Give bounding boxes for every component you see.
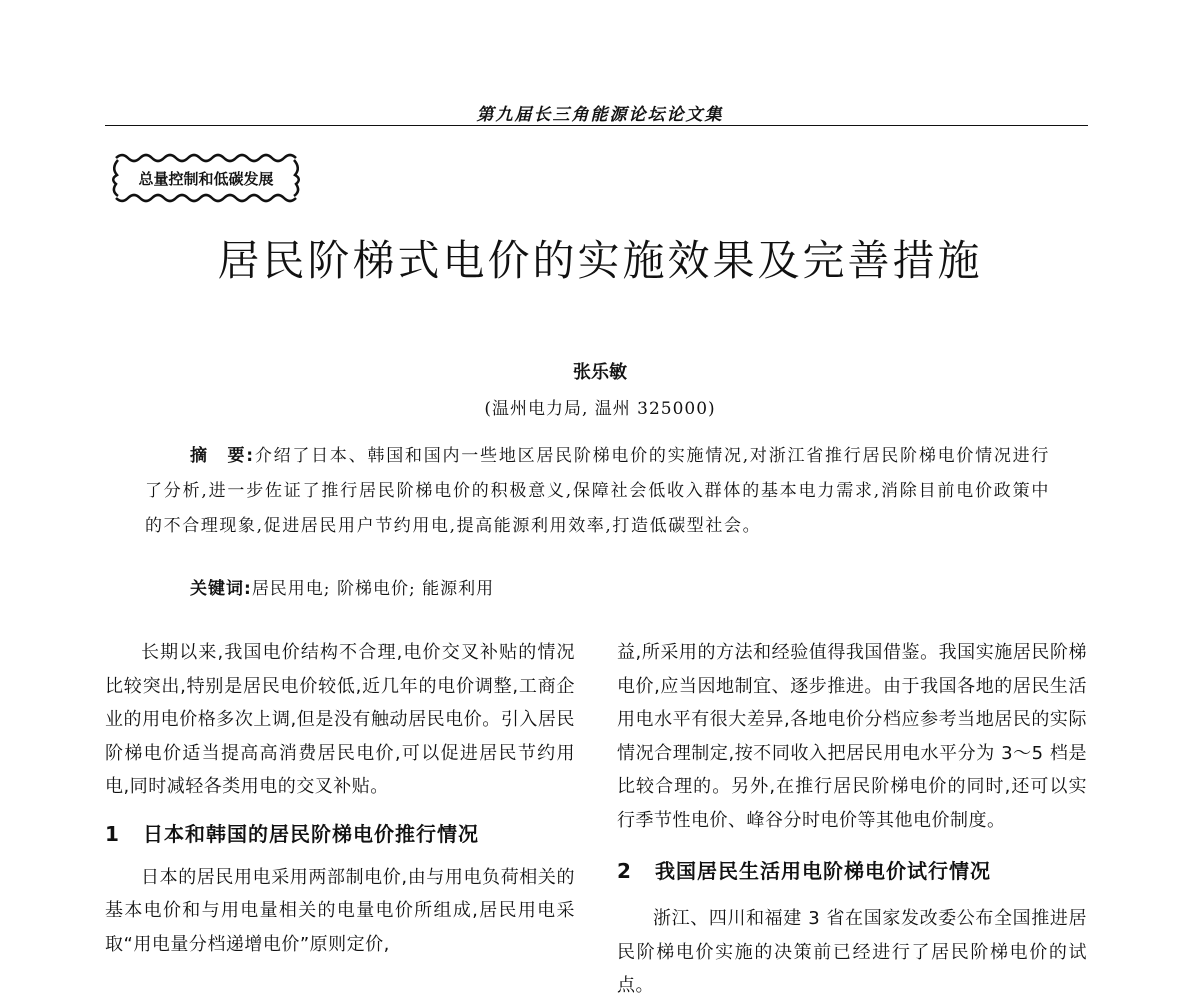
left-column: [105, 636, 575, 961]
keywords-label: 关键词:: [190, 579, 252, 599]
author-affiliation: (温州电力局, 温州 325000): [484, 399, 716, 419]
section-2-paragraph: 浙江、四川和福建 3 省在国家发改委公布全国推进居民阶梯电价实施的决策前已经进行了居民阶梯电价的试点。: [617, 908, 1087, 996]
right-column: [617, 636, 1087, 1003]
running-header: 第九届长三角能源论坛论文集: [476, 105, 724, 125]
abstract: [145, 439, 1050, 544]
section-1-heading: [105, 818, 575, 847]
intro-paragraph: 长期以来,我国电价结构不合理,电价交叉补贴的情况比较突出,特别是居民电价较低,近几年的电价调整,工商企业的用电价格多次上调,但是没有触动居民电价。引入居民阶梯电价适当提高高消费居民电价,可以促进居民节约用电,同时减轻各类用电的交叉补贴。: [105, 642, 575, 797]
column-tag: [108, 150, 304, 206]
keywords: [190, 574, 494, 599]
section-1-title: 日本和韩国的居民阶梯电价推行情况: [143, 821, 479, 846]
section-2-heading: [617, 855, 1087, 884]
abstract-text: 介绍了日本、韩国和国内一些地区居民阶梯电价的实施情况,对浙江省推行居民阶梯电价情况进行了分析,进一步佐证了推行居民阶梯电价的积极意义,保障社会低收入群体的基本电力需求,消除目前电价政策中的不合理现象,促进居民用户节约用电,提高能源利用效率,打造低碳型社会。: [145, 446, 1051, 536]
column-tag-label: 总量控制和低碳发展: [138, 170, 274, 188]
section-1-number: 1: [105, 821, 120, 846]
section-1-paragraph: 日本的居民用电采用两部制电价,由与用电负荷相关的基本电价和与用电量相关的电量电价所组成,居民用电采取“用电量分档递增电价”原则定价,: [105, 866, 575, 955]
keywords-text: 居民用电; 阶梯电价; 能源利用: [251, 579, 495, 599]
section-2-title: 我国居民生活用电阶梯电价试行情况: [655, 859, 991, 883]
page-title: 居民阶梯式电价的实施效果及完善措施: [217, 236, 983, 285]
abstract-label: 摘 要:: [190, 446, 255, 466]
author-name: 张乐敏: [573, 362, 627, 383]
section-2-number: 2: [617, 859, 632, 883]
continued-paragraph: 益,所采用的方法和经验值得我国借鉴。我国实施居民阶梯电价,应当因地制宜、逐步推进。由于我国各地的居民生活用电水平有很大差异,各地电价分档应参考当地居民的实际情况合理制定,按不同收入把居民用电水平分为 3～5 档是比较合理的。另外,在推行居民阶梯电价的同时,还可以实行季节性电价、峰谷分时电价等其他电价制度。: [617, 642, 1087, 831]
header-rule: [105, 125, 1088, 126]
